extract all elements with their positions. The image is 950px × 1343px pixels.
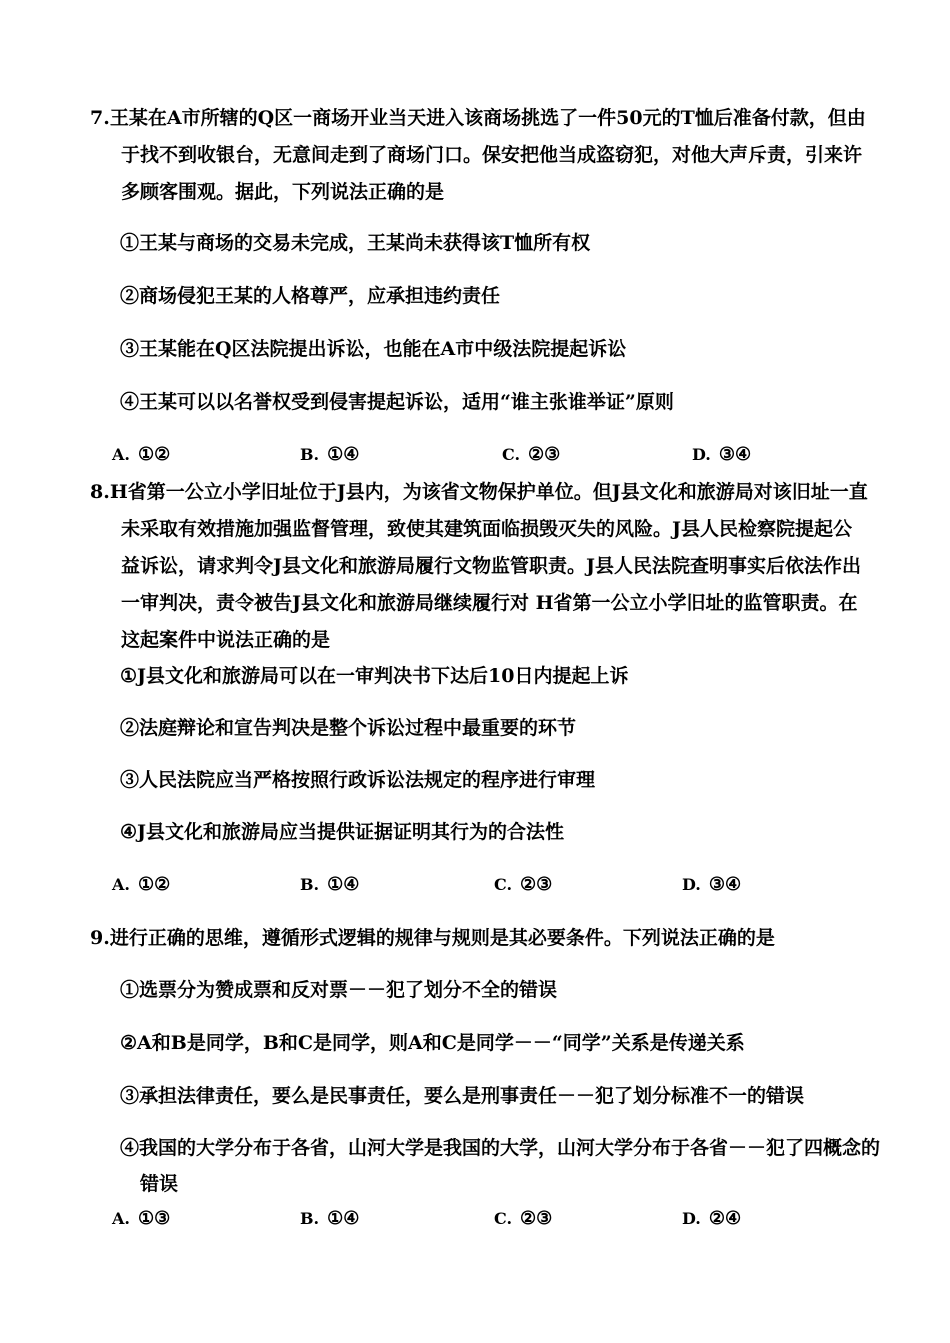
question-8-choice-d[interactable]: D. ③④ — [682, 874, 742, 895]
question-9-choice-b[interactable]: B. ①④ — [300, 1208, 360, 1229]
question-9-choices — [112, 1208, 852, 1234]
question-7-choice-a[interactable]: A. ①② — [112, 444, 171, 465]
question-7-option-3: ③王某能在Q区法院提出诉讼，也能在A市中级法院提起诉讼 — [120, 338, 627, 360]
question-7-choices — [112, 444, 852, 470]
question-8-choice-a[interactable]: A. ①② — [112, 874, 171, 895]
question-9 — [90, 920, 881, 1250]
question-7-option-1: ①王某与商场的交易未完成，王某尚未获得该T恤所有权 — [120, 232, 591, 254]
question-9-stem: 9.进行正确的思维，遵循形式逻辑的规律与规则是其必要条件。下列说法正确的是 — [90, 927, 775, 949]
question-9-option-1: ①选票分为赞成票和反对票－－犯了划分不全的错误 — [120, 979, 558, 1001]
question-9-option-3: ③承担法律责任，要么是民事责任，要么是刑事责任－－犯了划分标准不一的错误 — [120, 1085, 805, 1107]
question-8-option-3: ③人民法院应当严格按照行政诉讼法规定的程序进行审理 — [120, 769, 596, 791]
question-8-stem: 8.H省第一公立小学旧址位于J县内，为该省文物保护单位。但J县文化和旅游局对该旧址一直未采取有效措施加强监督管理，致使其建筑面临损毁灭失的风险。J县人民检察院提起公益诉讼，请求判令J县文化和旅游局履行文物监管职责。J县人民法院查明事实后依法作出一审判决，责令被告J县文化和旅游局继续履行对 H省第一公立小学旧址的监管职责。在这起案件中说法正确的是 — [90, 481, 868, 651]
question-8-choice-b[interactable]: B. ①④ — [300, 874, 360, 895]
question-7-stem: 7.王某在A市所辖的Q区一商场开业当天进入该商场挑选了一件50元的T恤后准备付款，但由于找不到收银台，无意间走到了商场门口。保安把他当成盗窃犯，对他大声斥责，引来许多顾客围观。据此，下列说法正确的是 — [90, 107, 866, 203]
question-9-choice-a[interactable]: A. ①③ — [112, 1208, 171, 1229]
question-9-choice-d[interactable]: D. ②④ — [682, 1208, 742, 1229]
question-7-choice-b[interactable]: B. ①④ — [300, 444, 360, 465]
question-7-option-2: ②商场侵犯王某的人格尊严，应承担违约责任 — [120, 285, 501, 307]
question-9-choice-c[interactable]: C. ②③ — [494, 1208, 553, 1229]
question-8-option-4: ④J县文化和旅游局应当提供证据证明其行为的合法性 — [120, 821, 565, 843]
question-9-option-2: ②A和B是同学，B和C是同学，则A和C是同学－－“同学”关系是传递关系 — [120, 1032, 745, 1054]
question-9-option-4: ④我国的大学分布于各省，山河大学是我国的大学，山河大学分布于各省－－犯了四概念的错误 — [120, 1137, 881, 1195]
question-8-option-1: ①J县文化和旅游局可以在一审判决书下达后10日内提起上诉 — [120, 665, 629, 687]
question-7 — [90, 100, 870, 470]
question-8 — [90, 474, 870, 904]
question-7-option-4: ④王某可以以名誉权受到侵害提起诉讼，适用“谁主张谁举证”原则 — [120, 391, 674, 413]
question-7-choice-c[interactable]: C. ②③ — [502, 444, 561, 465]
question-7-choice-d[interactable]: D. ③④ — [692, 444, 752, 465]
question-8-choices — [112, 874, 852, 900]
question-8-option-2: ②法庭辩论和宣告判决是整个诉讼过程中最重要的环节 — [120, 717, 577, 739]
question-8-choice-c[interactable]: C. ②③ — [494, 874, 553, 895]
